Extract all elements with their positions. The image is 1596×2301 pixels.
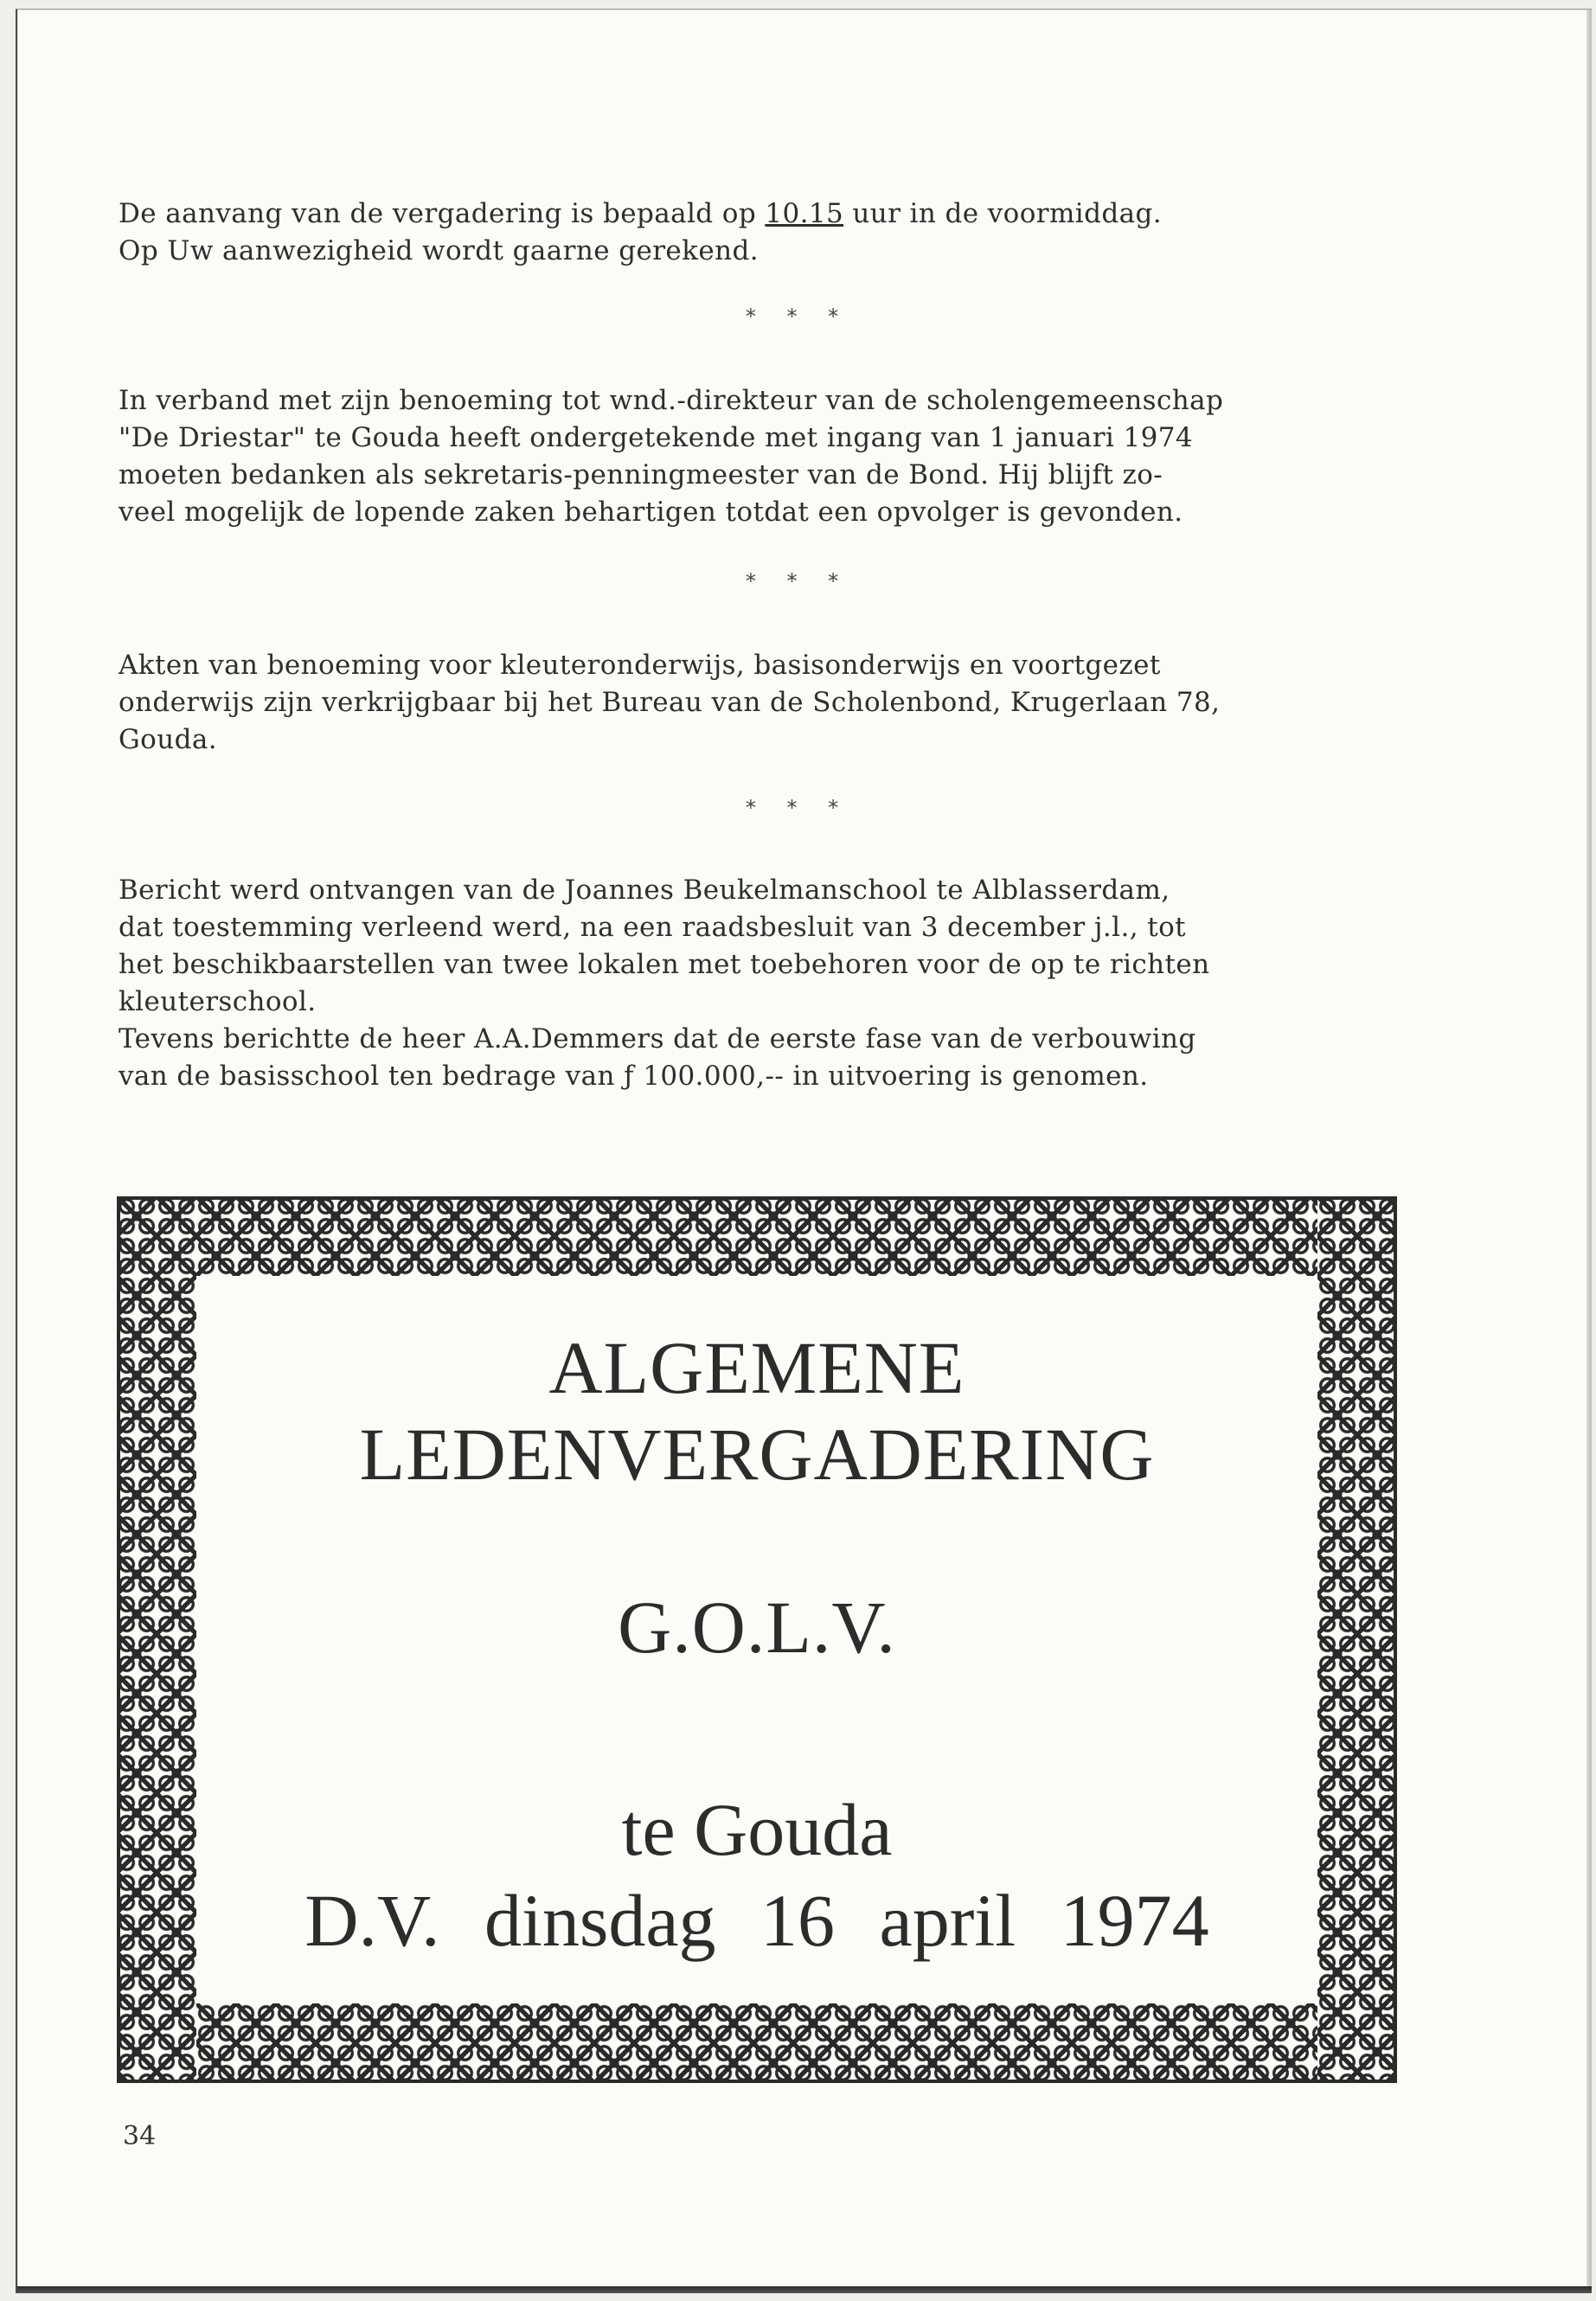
- paragraph-resignation: [119, 382, 1451, 531]
- paragraph-line: veel mogelijk de lopende zaken behartigen totdat een opvolger is gevonden.: [119, 497, 1183, 528]
- frame-rule-top: [117, 1196, 1397, 1200]
- announcement-frame: [117, 1196, 1397, 2083]
- ornament-border-bottom: [117, 2003, 1397, 2083]
- meeting-time-suffix: uur in de voormiddag.: [843, 198, 1162, 229]
- paragraph-line: Akten van benoeming voor kleuteronderwijs, basisonderwijs en voortgezet: [119, 650, 1161, 681]
- announcement-title-1: ALGEMENE: [548, 1326, 965, 1409]
- frame-rule-left: [117, 1196, 120, 2083]
- frame-rule-right: [1394, 1196, 1397, 2083]
- paragraph-line: dat toestemming verleend werd, na een raadsbesluit van 3 december j.l., tot: [119, 912, 1187, 943]
- ornament-border-right: [1317, 1196, 1397, 2083]
- page-bottom-edge: [17, 2286, 1592, 2293]
- announcement-date: D.V. dinsdag 16 april 1974: [304, 1879, 1209, 1962]
- paragraph-line: het beschikbaarstellen van twee lokalen met toebehoren voor de op te richten: [119, 949, 1210, 980]
- page-number: 34: [123, 2121, 157, 2151]
- paragraph-school-news: [119, 872, 1451, 1095]
- paragraph-certificates: [119, 647, 1451, 759]
- separator-stars: * * *: [745, 304, 851, 329]
- paragraph-line: van de basisschool ten bedrage van ƒ 100.000,-- in uitvoering is genomen.: [119, 1061, 1149, 1092]
- paragraph-line: "De Driestar" te Gouda heeft ondergetekende met ingang van 1 januari 1974: [119, 422, 1193, 453]
- paragraph-line: moeten bedanken als sekretaris-penningmeester van de Bond. Hij blijft zo-: [119, 459, 1163, 490]
- paragraph-line: kleuterschool.: [119, 986, 317, 1017]
- announcement-content: [196, 1276, 1317, 2003]
- page-right-edge: [1586, 10, 1592, 2293]
- paragraph-line: Tevens berichtte de heer A.A.Demmers dat de eerste fase van de verbouwing: [119, 1023, 1196, 1054]
- meeting-time-value: 10.15: [765, 198, 844, 229]
- announcement-location: te Gouda: [621, 1788, 893, 1871]
- announcement-organization: G.O.L.V.: [618, 1586, 896, 1669]
- paragraph-line: onderwijs zijn verkrijgbaar bij het Bureau van de Scholenbond, Krugerlaan 78,: [119, 687, 1221, 718]
- meeting-time-prefix: De aanvang van de vergadering is bepaald op: [119, 198, 766, 229]
- frame-rule-bottom: [117, 2080, 1397, 2083]
- separator-stars: * * *: [745, 569, 851, 593]
- meeting-time-line: [119, 195, 1451, 233]
- announcement-title-2: LEDENVERGADERING: [359, 1413, 1155, 1496]
- paragraph-line: Bericht werd ontvangen van de Joannes Beukelmanschool te Alblasserdam,: [119, 875, 1170, 906]
- paragraph-meeting-time: [119, 195, 1451, 270]
- paragraph-line: In verband met zijn benoeming tot wnd.-direkteur van de scholengemeenschap: [119, 385, 1224, 416]
- ornament-border-top: [117, 1196, 1397, 1276]
- ornament-border-left: [117, 1196, 196, 2083]
- paragraph-line: Gouda.: [119, 724, 217, 755]
- separator-stars: * * *: [745, 796, 851, 820]
- attendance-line: Op Uw aanwezigheid wordt gaarne gerekend.: [119, 235, 759, 266]
